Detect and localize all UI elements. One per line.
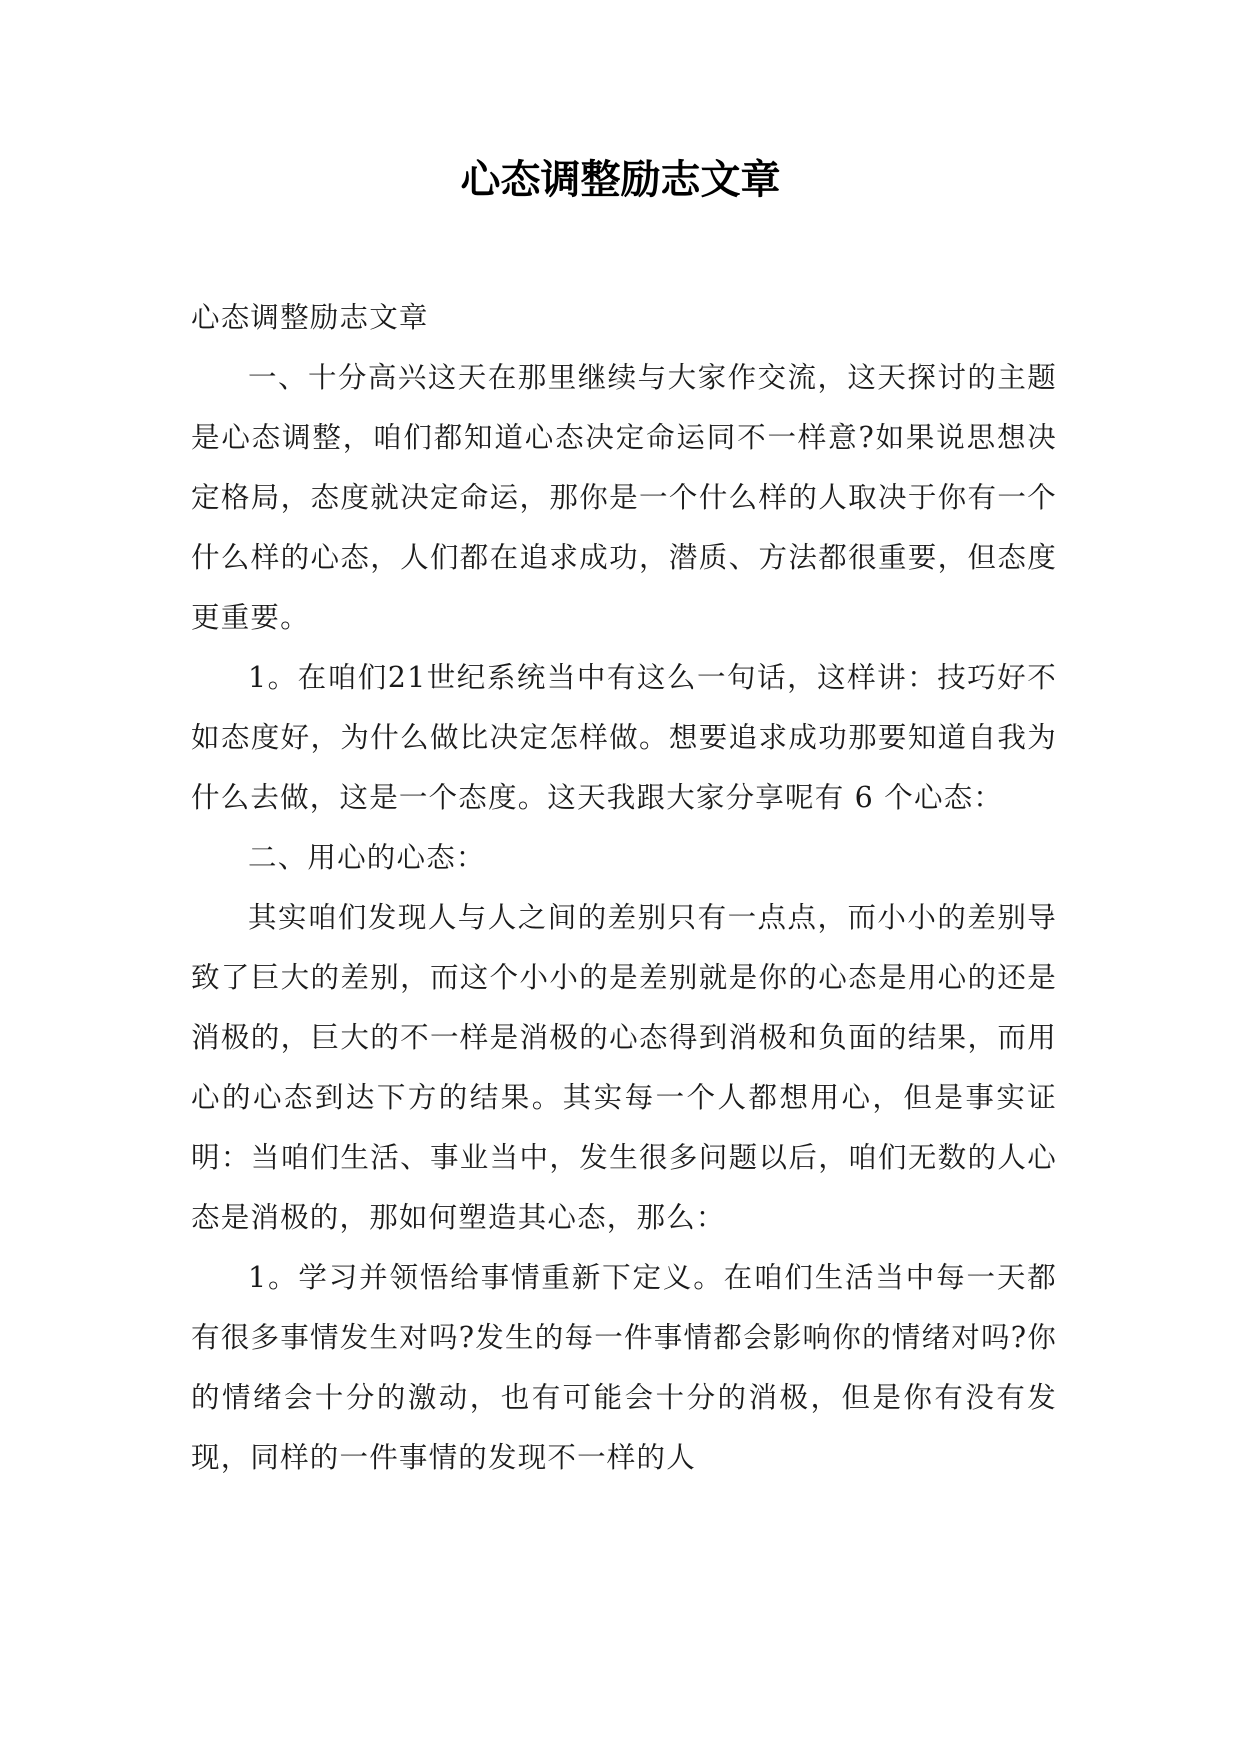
document-title: 心态调整励志文章 bbox=[460, 157, 781, 203]
section-heading: 二、用心的心态： bbox=[248, 841, 486, 874]
paragraph-point-1: 1。在咱们21世纪系统当中有这么一句话，这样讲：技巧好不如态度好，为什么做比决定怎样做。想要追求成功那要知道自我为什么去做，这是一个态度。这天我跟大家分享呢有 6 个心态： bbox=[191, 661, 1057, 814]
paragraph-intro: 一、十分高兴这天在那里继续与大家作交流，这天探讨的主题是心态调整，咱们都知道心态决定命运同不一样意?如果说思想决定格局，态度就决定命运，那你是一个什么样的人取决于你有一个什么样的心态，人们都在追求成功，潜质、方法都很重要，但态度更重要。 bbox=[191, 361, 1057, 634]
document-body bbox=[191, 288, 1057, 1488]
paragraph-point-2: 1。学习并领悟给事情重新下定义。在咱们生活当中每一天都有很多事情发生对吗?发生的每一件事情都会影响你的情绪对吗?你的情绪会十分的激动，也有可能会十分的消极，但是你有没有发现，同样的一件事情的发现不一样的人 bbox=[191, 1261, 1057, 1474]
body-subtitle: 心态调整励志文章 bbox=[191, 301, 429, 334]
paragraph-section-body: 其实咱们发现人与人之间的差别只有一点点，而小小的差别导致了巨大的差别，而这个小小的是差别就是你的心态是用心的还是消极的，巨大的不一样是消极的心态得到消极和负面的结果，而用心的心态到达下方的结果。其实每一个人都想用心，但是事实证明：当咱们生活、事业当中，发生很多问题以后，咱们无数的人心态是消极的，那如何塑造其心态，那么： bbox=[191, 901, 1057, 1234]
